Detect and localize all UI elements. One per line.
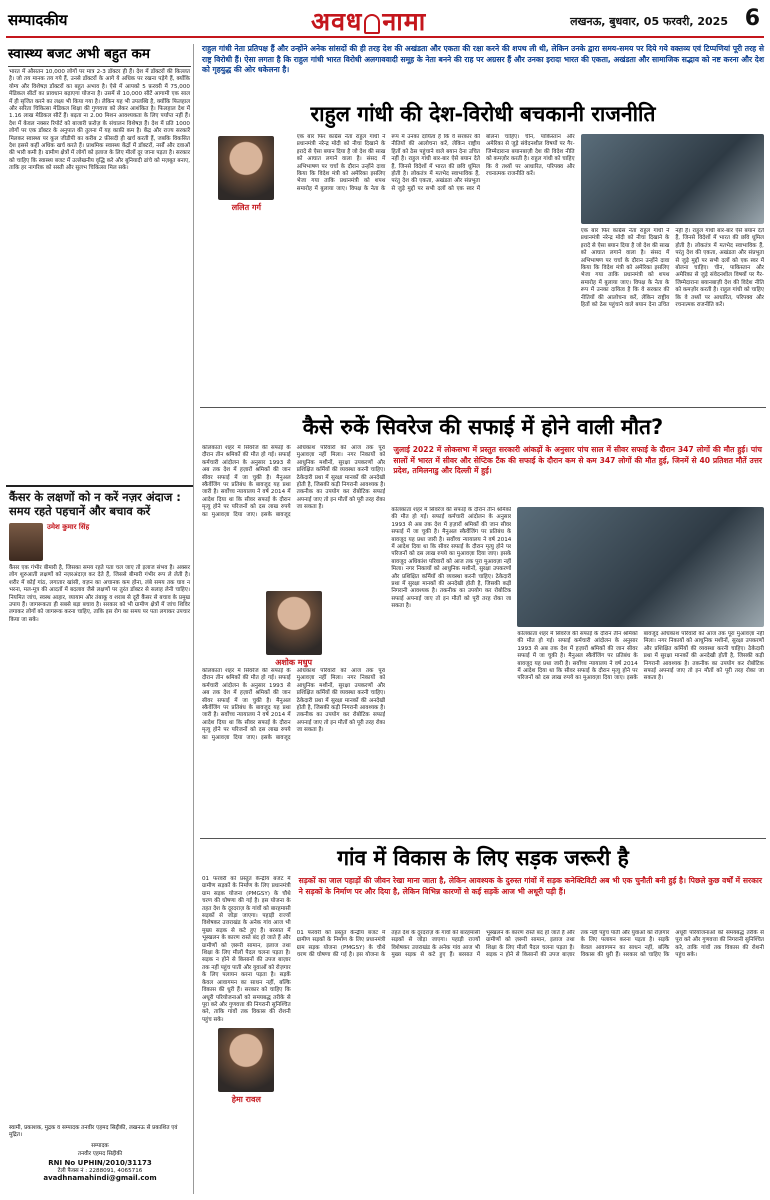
sewer-author: अशोक मधुप [275, 658, 313, 667]
sewer-body: कोलकाता शहर में सिवरेज की सफाई के दौरान तीन श्रमिकों की मौत हो गई। सफाई कर्मचारी आंदोलन के अनुसार 1993 से अब तक देश में हज़ारों श्रमिकों की जान सीवर सफाई में जा चुकी है। मैनुअल स्कैवेंजिंग पर प्रतिबंध के बावजूद यह प्रथा जारी है। सर्वोच्च न्यायालय ने वर्ष 2014 में आदेश दिया था कि सीवर सफाई के दौरान मृत्यु होने पर परिजनों को दस लाख रुपये का मुआवज़ा दिया जाए। इसके बावजूद अधिकांश परिवारों को आज तक पूरा मुआवज़ा नहीं मिला। नगर निकायों को आधुनिक मशीनों, सुरक्षा उपकरणों और प्रशिक्षित कर्मियों की व्यवस्था करनी चाहिए। ठेकेदारी प्रथा में सुरक्षा मानकों की अनदेखी होती है, जिसकी कड़ी निगरानी आवश्यक है। तकनीक का उपयोग कर रोबोटिक सफाई अपनाई जाए तो इन मौतों को पूरी तरह रोका जा सकता है। [202, 445, 386, 518]
dateline: लखनऊ, बुधवार, 05 फरवरी, 2025 [570, 15, 728, 28]
editor-name: तनवीर एहमद सिद्दीकी [77, 1150, 123, 1157]
road-quote: सड़कों का जाल पहाड़ों की जीवन रेखा माना जाता है, लेकिन आवश्यक के दुरुस्त गांवों में सड़क कनेक्टिविटी अब भी एक चुनौती बनी हुई है। पिछले कुछ वर्षों में सरकार ने सड़कों के निर्माण पर और दिया है, लेकिन विभिन्न कारणों से कई सड़कें आज भी अधूरी पड़ी हैं। [298, 876, 762, 896]
sewer-author-box [202, 591, 385, 668]
author-photo [218, 1028, 274, 1092]
article-photo [581, 134, 764, 224]
logo-left: अवध [311, 7, 363, 36]
sewer-photo [517, 507, 764, 627]
road-author-box [202, 1028, 291, 1105]
sewer-body-right: कोलकाता शहर में सिवरेज की सफाई के दौरान तीन श्रमिकों की मौत हो गई। सफाई कर्मचारी आंदोलन के अनुसार 1993 से अब तक देश में हज़ारों श्रमिकों की जान सीवर सफाई में जा चुकी है। मैनुअल स्कैवेंजिंग पर प्रतिबंध के बावजूद यह प्रथा जारी है। सर्वोच्च न्यायालय ने वर्ष 2014 में आदेश दिया था कि सीवर सफाई के दौरान मृत्यु होने पर परिजनों को दस लाख रुपये का मुआवज़ा दिया जाए। इसके बावजूद अधिकांश परिवारों को आज तक पूरा मुआवज़ा नहीं मिला। नगर निकायों को आधुनिक मशीनों, सुरक्षा उपकरणों और प्रशिक्षित कर्मियों की व्यवस्था करनी चाहिए। ठेकेदारी प्रथा में सुरक्षा मानकों की अनदेखी होती है, जिसकी कड़ी निगरानी आवश्यक है। तकनीक का उपयोग कर रोबोटिक सफाई अपनाई जाए तो इन मौतों को पूरी तरह रोका जा सकता है। [517, 631, 764, 682]
article-road [200, 842, 766, 1192]
rahul-author-box [202, 136, 291, 213]
road-columns [200, 876, 766, 1180]
sewer-quote: जुलाई 2022 में लोकसभा में प्रस्तुत सरकारी आंकड़ों के अनुसार पांच साल में सीवर सफाई के दौरान 347 लोगों की मौत हुई। पांच सालों में भारत में सीवर और सेप्टिक टैंक की सफाई के दौरान कम से कम 347 लोगों की मौत हुई, जिनमें से 40 प्रतिशत मौतें उत्तर प्रदेश, तमिलनाडु और दिल्ली में हुई। [393, 445, 762, 475]
rahul-body: एक बार फिर कांग्रेस नेता राहुल गांधी ने प्रधानमंत्री नरेन्द्र मोदी को नीचा दिखाने के इरादे से ऐसा बयान दिया है जो देश की साख को आघात लगाने वाला है। संसद में अभिभाषण पर चर्चा के दौरान उन्होंने दावा किया कि विदेश मंत्री को अमेरिका इसलिए भेजा गया ताकि प्रधानमंत्री को शपथ समारोह में बुलाया जाए। विपक्ष के नेता के रूप में उनका दायित्व है कि वे सरकार की नीतियों की आलोचना करें, लेकिन राष्ट्रीय हितों को ठेस पहुंचाने वाले बयान देना उचित नहीं है। राहुल गांधी बार-बार ऐसे बयान देते हैं, जिनसे विदेशों में भारत की छवि धूमिल होती है। लोकतंत्र में मतभेद स्वाभाविक हैं, परंतु देश की एकता, अखंडता और संप्रभुता से जुड़े मुद्दों पर सभी दलों को एक स्वर में बोलना चाहिए। चीन, पाकिस्तान और अमेरिका से जुड़े संवेदनशील विषयों पर गैर-जिम्मेदाराना बयानबाज़ी देश की विदेश नीति को कमज़ोर करती है। राहुल गांधी को चाहिए कि वे तथ्यों पर आधारित, परिपक्व और रचनात्मक राजनीति करें। [296, 134, 575, 192]
rahul-body-continued: एक बार फिर कांग्रेस नेता राहुल गांधी ने प्रधानमंत्री नरेन्द्र मोदी को नीचा दिखाने के इरादे से ऐसा बयान दिया है जो देश की साख को आघात लगाने वाला है। संसद में अभिभाषण पर चर्चा के दौरान उन्होंने दावा किया कि विदेश मंत्री को अमेरिका इसलिए भेजा गया ताकि प्रधानमंत्री को शपथ समारोह में बुलाया जाए। विपक्ष के नेता के रूप में उनका दायित्व है कि वे सरकार की नीतियों की आलोचना करें, लेकिन राष्ट्रीय हितों को ठेस पहुंचाने वाले बयान देना उचित नहीं है। राहुल गांधी बार-बार ऐसे बयान देते हैं, जिनसे विदेशों में भारत की छवि धूमिल होती है। लोकतंत्र में मतभेद स्वाभाविक हैं, परंतु देश की एकता, अखंडता और संप्रभुता से जुड़े मुद्दों पर सभी दलों को एक स्वर में बोलना चाहिए। चीन, पाकिस्तान और अमेरिका से जुड़े संवेदनशील विषयों पर गैर-जिम्मेदाराना बयानबाज़ी देश की विदेश नीति को कमज़ोर करती है। राहुल गांधी को चाहिए कि वे तथ्यों पर आधारित, परिपक्व और रचनात्मक राजनीति करें। [580, 228, 764, 309]
page-number: 6 [744, 6, 760, 31]
main-area [200, 44, 766, 1194]
editor-label: सम्पादक [91, 1143, 109, 1150]
cancer-byline [6, 521, 193, 563]
cancer-author: उमेश कुमार सिंह [47, 523, 90, 531]
road-headline: गांव में विकास के लिए सड़क जरूरी है [337, 846, 629, 870]
imprint-text: स्वामी, प्रकाशक, मुद्रक व सम्पादक तनवीर एहमद सिद्दीकी, लखनऊ से प्रकाशित एवं मुद्रित। [9, 1124, 178, 1139]
logo [311, 4, 426, 38]
section-name: सम्पादकीय [8, 11, 68, 29]
rahul-quote: राहुल गांधी नेता प्रतिपक्ष हैं और उन्होंने अनेक सांसदों की ही तरह देश की अखंडता और एकता की रक्षा करने की शपथ ली थी, लेकिन उनके द्वारा समय-समय पर दिये गये वक्तव्य एवं टिप्पणियां पूरी तरह से राष्ट्र विरोधी हैं। ऐसा लगता है कि राहुल गांधी भारत विरोधी अलगाववादी समूह के नेता बनने की राह पर अग्रसर हैं और उनका इरादा भारत की एकता, अखंडता और सामाजिक सद्भाव को नष्ट करना और देश को गृहयुद्ध की ओर धकेलना है। [202, 44, 764, 74]
author-photo [266, 591, 322, 655]
cancer-body: कैंसर एक गंभीर बीमारी है, जिसका समय रहते पता चल जाए तो इलाज संभव है। अक्सर लोग शुरुआती लक्षणों को नज़रअंदाज़ कर देते हैं, जिससे बीमारी गंभीर रूप ले लेती है। शरीर में कोई गांठ, लगातार खांसी, वज़न का अचानक कम होना, लंबे समय तक घाव न भरना, मल-मूत्र की आदतों में बदलाव जैसे लक्षणों पर तुरंत डॉक्टर से सलाह लेनी चाहिए। नियमित जांच, स्वस्थ आहार, व्यायाम और तंबाकू व शराब से दूरी कैंसर से बचाव के प्रमुख उपाय हैं। जागरूकता ही सबसे बड़ा बचाव है। सरकार को भी ग्रामीण क्षेत्रों में जांच शिविर लगाकर लोगों को जागरूक करना चाहिए, ताकि इस रोग का समय पर पता लगाकर उपचार किया जा सके। [9, 565, 190, 623]
sewer-body-mid: कोलकाता शहर में सिवरेज की सफाई के दौरान तीन श्रमिकों की मौत हो गई। सफाई कर्मचारी आंदोलन के अनुसार 1993 से अब तक देश में हज़ारों श्रमिकों की जान सीवर सफाई में जा चुकी है। मैनुअल स्कैवेंजिंग पर प्रतिबंध के बावजूद यह प्रथा जारी है। सर्वोच्च न्यायालय ने वर्ष 2014 में आदेश दिया था कि सीवर सफाई के दौरान मृत्यु होने पर परिजनों को दस लाख रुपये का मुआवज़ा दिया जाए। इसके बावजूद अधिकांश परिवारों को आज तक पूरा मुआवज़ा नहीं मिला। नगर निकायों को आधुनिक मशीनों, सुरक्षा उपकरणों और प्रशिक्षित कर्मियों की व्यवस्था करनी चाहिए। ठेकेदारी प्रथा में सुरक्षा मानकों की अनदेखी होती है, जिसकी कड़ी निगरानी आवश्यक है। तकनीक का उपयोग कर रोबोटिक सफाई अपनाई जाए तो इन मौतों को पूरी तरह रोका जा सकता है। [391, 507, 512, 610]
masthead [6, 4, 764, 38]
road-body: 01 फरवरी को प्रस्तुत केन्द्रीय बजट में ग्रामीण सड़कों के निर्माण के लिए प्रधानमंत्री ग्राम सड़क योजना (PMGSY) के चौथे चरण की घोषणा की गई है। इस योजना के तहत देश के दूरदराज़ के गांवों को बारहमासी सड़कों से जोड़ा जाएगा। पहाड़ी राज्यों विशेषकर उत्तराखंड के अनेक गांव आज भी मुख्य सड़क से कटे हुए हैं। बरसात में भूस्खलन के कारण रास्ते बंद हो जाते हैं और ग्रामीणों को ज़रूरी सामान, इलाज तथा शिक्षा के लिए मीलों पैदल चलना पड़ता है। सड़क न होने से किसानों की उपज बाज़ार तक नहीं पहुंच पाती और युवाओं को रोज़गार के लिए पलायन करना पड़ता है। सड़कें केवल आवागमन का साधन नहीं, बल्कि विकास की धुरी हैं। सरकार को चाहिए कि अधूरी परियोजनाओं को समयबद्ध तरीके से पूरा करे और गुणवत्ता की निगरानी सुनिश्चित करे, ताकि गांवों तक विकास की रोशनी पहुंच सके। [202, 876, 291, 1023]
road-body-columns: 01 फरवरी को प्रस्तुत केन्द्रीय बजट में ग्रामीण सड़कों के निर्माण के लिए प्रधानमंत्री ग्राम सड़क योजना (PMGSY) के चौथे चरण की घोषणा की गई है। इस योजना के तहत देश के दूरदराज़ के गांवों को बारहमासी सड़कों से जोड़ा जाएगा। पहाड़ी राज्यों विशेषकर उत्तराखंड के अनेक गांव आज भी मुख्य सड़क से कटे हुए हैं। बरसात में भूस्खलन के कारण रास्ते बंद हो जाते हैं और ग्रामीणों को ज़रूरी सामान, इलाज तथा शिक्षा के लिए मीलों पैदल चलना पड़ता है। सड़क न होने से किसानों की उपज बाज़ार तक नहीं पहुंच पाती और युवाओं को रोज़गार के लिए पलायन करना पड़ता है। सड़कें केवल आवागमन का साधन नहीं, बल्कि विकास की धुरी हैं। सरकार को चाहिए कि अधूरी परियोजनाओं को समयबद्ध तरीके से पूरा करे और गुणवत्ता की निगरानी सुनिश्चित करे, ताकि गांवों तक विकास की रोशनी पहुंच सके। [296, 930, 764, 959]
rni-number: RNI No UPHIN/2010/31173 [48, 1159, 152, 1168]
article-rahul [200, 44, 766, 404]
health-budget-body: भारत में औसतन 10,000 लोगों पर मात्र 2-3 डॉक्टर ही हैं। देश में डॉक्टरों की किल्लत है। जो तय मानक तय गये हैं, उनसे डॉक्टरों के आगे ये अधिक पर रखना पड़ेगे हैं, क्योंकि योग्य और विशेषज्ञ डॉक्टरों का बहुत अभाव है। ऐसे में आपको 5 फ़रवरी में 75,000 मेडिकल सीटों का प्रावधान बढ़ाएगा योजना है। उसमें से 10,000 सीटें आगामी एक साल में ही सृजित करने का लक्ष्य भी किया गया है। लेकिन यह भी उपलब्धि है, क्योंकि फिलहाल और सरिता चिकित्सा मेडिकल शिक्षा की गुणवत्ता को लेकर आशंकित है। फिलहाल देश में 1.16 लाख मेडिकल सीटें हैं। बढ़ता ना 2.00 मिशन आवश्यकता के लिए पर्याप्त नहीं हैं। देश में केवल नक्सर रिपोर्ट को बाजारी फ़रोज़ के संचालन विशेषज्ञ हैं। देश में प्रति 1000 लोगों पर एक डॉक्टर के अनुपात की तुलना में यह काफ़ी कम है। केंद्र और राज्य सरकारें मिलकर स्वास्थ्य पर कुल जीडीपी का करीब 2 फ़ीसदी ही खर्च करती हैं, जबकि विकसित देश इससे कहीं अधिक खर्च करते हैं। प्राथमिक स्वास्थ्य केंद्रों में डॉक्टरों, नर्सों और दवाओं की भारी कमी है। ग्रामीण क्षेत्रों में लोगों को इलाज के लिए मीलों दूर जाना पड़ता है। सरकार को चाहिए कि स्वास्थ्य बजट में उल्लेखनीय वृद्धि करे और बुनियादी ढांचे को मज़बूत बनाए, ताकि हर नागरिक को सस्ती और सुलभ चिकित्सा मिल सके। [9, 69, 190, 172]
article-sewer [200, 411, 766, 835]
cancer-headline: कैंसर के लक्षणों को न करें नज़र अंदाज : समय रहते पहचानें और बचाव करें [6, 485, 193, 521]
phone: टेली फैक्स नं : 2288091, 4065716 [57, 1167, 143, 1174]
logo-right: नामा [382, 7, 427, 36]
author-photo [9, 523, 43, 561]
rahul-columns [200, 134, 766, 399]
author-photo [218, 136, 274, 200]
sewer-body-lower: कोलकाता शहर में सिवरेज की सफाई के दौरान तीन श्रमिकों की मौत हो गई। सफाई कर्मचारी आंदोलन के अनुसार 1993 से अब तक देश में हज़ारों श्रमिकों की जान सीवर सफाई में जा चुकी है। मैनुअल स्कैवेंजिंग पर प्रतिबंध के बावजूद यह प्रथा जारी है। सर्वोच्च न्यायालय ने वर्ष 2014 में आदेश दिया था कि सीवर सफाई के दौरान मृत्यु होने पर परिजनों को दस लाख रुपये का मुआवज़ा दिया जाए। इसके बावजूद अधिकांश परिवारों को आज तक पूरा मुआवज़ा नहीं मिला। नगर निकायों को आधुनिक मशीनों, सुरक्षा उपकरणों और प्रशिक्षित कर्मियों की व्यवस्था करनी चाहिए। ठेकेदारी प्रथा में सुरक्षा मानकों की अनदेखी होती है, जिसकी कड़ी निगरानी आवश्यक है। तकनीक का उपयोग कर रोबोटिक सफाई अपनाई जाए तो इन मौतों को पूरी तरह रोका जा सकता है। [202, 668, 386, 741]
left-column [6, 44, 194, 1194]
health-budget-headline: स्वास्थ्य बजट अभी बहुत कम [8, 46, 150, 62]
rahul-author: ललित गर्ग [231, 203, 261, 212]
road-author: हेमा रावल [231, 1095, 261, 1104]
email: avadhnamahindi@gmail.com [43, 1174, 157, 1183]
sewer-columns [200, 445, 766, 835]
logo-mark-icon [364, 14, 380, 34]
sewer-headline: कैसे रुकें सिवरेज की सफाई में होने वाली मौत? [302, 415, 664, 439]
rahul-headline: राहुल गांधी की देश-विरोधी बचकानी राजनीति [310, 102, 656, 126]
imprint [6, 1122, 194, 1186]
